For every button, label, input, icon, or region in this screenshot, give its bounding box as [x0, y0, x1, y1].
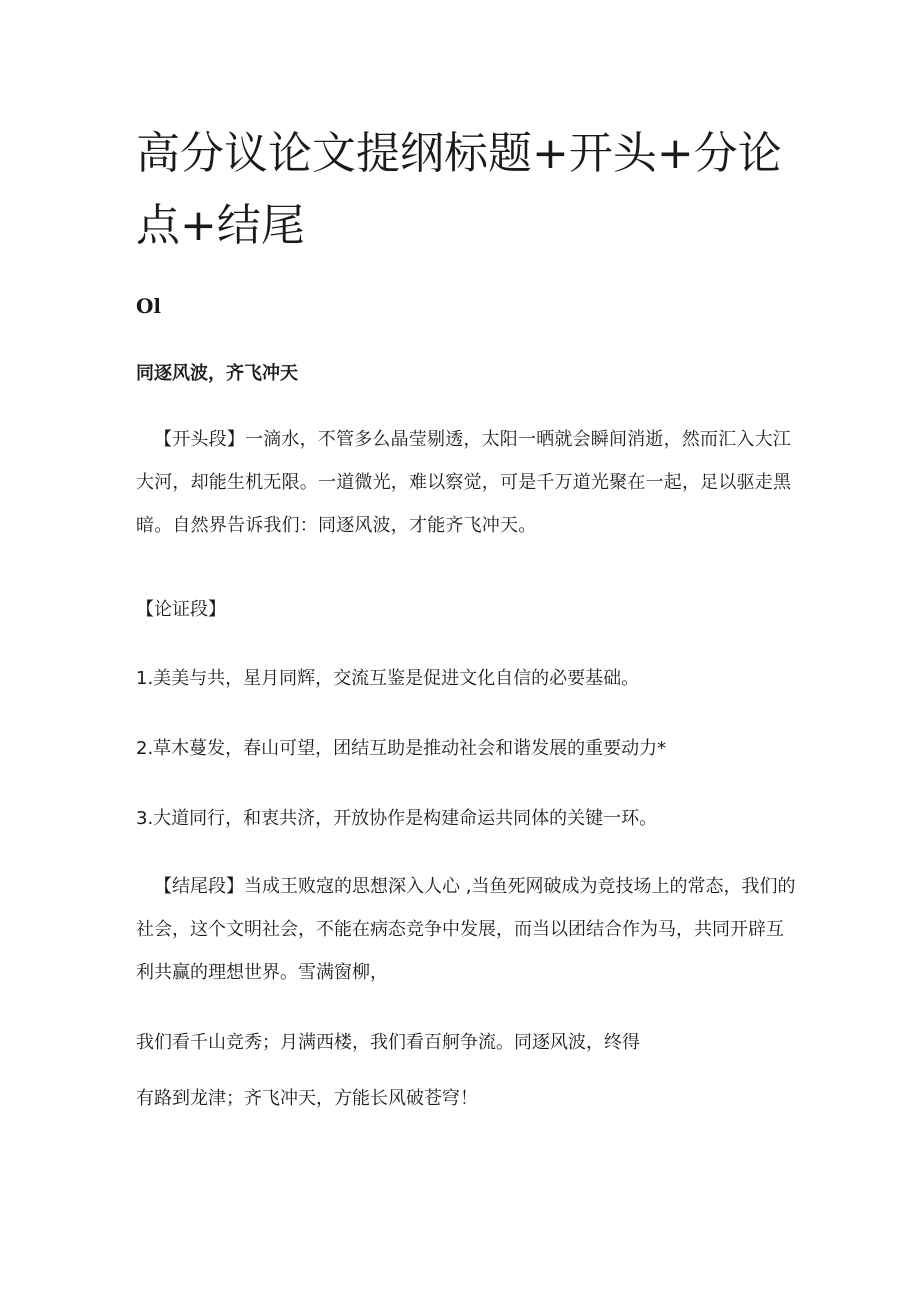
section-number: Ol [136, 294, 162, 318]
document-title: 高分议论文提纲标题+开头+分论点+结尾 [136, 128, 782, 251]
argument-heading: 【论证段】 [136, 599, 226, 620]
closing-line-2: 我们看千山竞秀；月满西楼，我们看百舸争流。同逐风波，终得 [136, 1032, 640, 1053]
argument-point-3: 3.大道同行，和衷共济，开放协作是构建命运共同体的关键一环。 [136, 808, 658, 829]
closing-line-3: 有路到龙津；齐飞冲天，方能长风破苍穹！ [136, 1088, 478, 1109]
argument-point-2: 2.草木蔓发，春山可望，团结互助是推动社会和谐发展的重要动力* [136, 738, 667, 759]
opening-paragraph: 【开头段】一滴水，不管多么晶莹剔透，太阳一晒就会瞬间消逝，然而汇入大江大河，却能生机无限。一道微光，难以察觉，可是千万道光聚在一起，足以驱走黑暗。自然界告诉我们：同逐风波，才能齐飞冲天。 [136, 429, 792, 536]
argument-point-1: 1.美美与共，星月同辉，交流互鉴是促进文化自信的必要基础。 [136, 668, 640, 689]
section-subtitle: 同逐风波，齐飞冲天 [136, 363, 298, 384]
closing-paragraph: 【结尾段】当成王败寇的思想深入人心 ,当鱼死网破成为竞技场上的常态，我们的社会，这个文明社会，不能在病态竞争中发展，而当以团结合作为马，共同开辟互利共赢的理想世界。雪满窗柳， [136, 876, 796, 983]
